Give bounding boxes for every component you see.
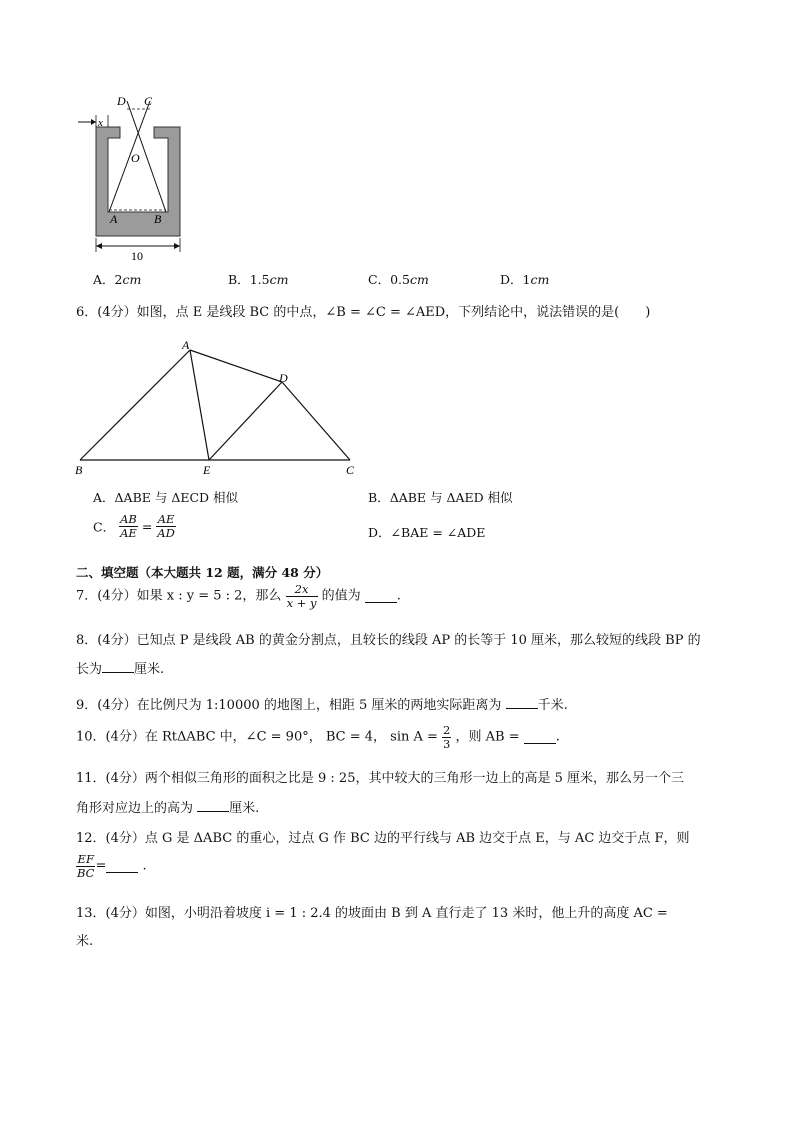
q5-option-d[interactable] <box>500 270 549 288</box>
period: . <box>555 729 560 745</box>
segment-ab <box>80 350 190 460</box>
label-c: C <box>346 463 355 477</box>
q6-figure <box>70 336 370 478</box>
equals-sign: = <box>141 519 153 534</box>
denominator: x + y <box>286 596 317 610</box>
q5-option-b[interactable] <box>228 270 288 288</box>
option-text: ∠BAE = ∠ADE <box>390 525 486 540</box>
answer-blank[interactable] <box>102 660 134 673</box>
fraction-ab-ae <box>119 513 138 540</box>
option-unit: cm <box>122 272 142 287</box>
equals-sign: = <box>95 858 107 874</box>
option-value: 1.5 <box>249 272 270 287</box>
q12-line1: 12．(4分）点 G 是 ΔABC 的重心，过点 G 作 BC 边的平行线与 AB 边交于点 E，与 AC 边交于点 F，则 <box>76 831 690 846</box>
label-o: O <box>131 151 140 165</box>
q10 <box>76 724 560 751</box>
numerator: 2x <box>286 583 318 597</box>
segment-ae <box>190 350 209 460</box>
label-a: A <box>110 212 118 226</box>
option-text: ΔABE 与 ΔAED 相似 <box>389 490 513 505</box>
option-unit: cm <box>269 272 289 287</box>
x-arrowhead <box>91 119 96 125</box>
dim-arrow-right <box>174 243 180 249</box>
fraction-2x-over-x-plus-y <box>286 583 318 610</box>
q7 <box>76 583 401 610</box>
q5-option-a[interactable] <box>93 270 141 288</box>
q8-text-end: 厘米. <box>134 662 165 677</box>
q13-line1: 13．(4分）如图，小明沿着坡度 i = 1 : 2.4 的坡面由 B 到 A 直行走了 13 米时，他上升的高度 AC = <box>76 906 668 921</box>
section-heading: 二、填空题（本大题共 12 题，满分 48 分） <box>76 565 329 580</box>
q11-line1: 11．(4分）两个相似三角形的面积之比是 9 : 25，其中较大的三角形一边上的高是 5 厘米，那么另一个三 <box>76 771 685 786</box>
q11-text-end: 厘米. <box>229 801 260 816</box>
label-b: B <box>154 212 162 226</box>
q11-text: 角形对应边上的高为 <box>76 801 194 816</box>
option-letter: A． <box>93 272 115 287</box>
segment-ad <box>190 350 282 382</box>
fraction-ef-over-bc <box>76 853 95 880</box>
answer-blank[interactable] <box>524 731 556 744</box>
period: . <box>142 858 147 874</box>
dim-arrow-left <box>96 243 102 249</box>
numerator: EF <box>77 852 94 866</box>
option-letter: A． <box>93 490 115 505</box>
q10-text-post: ，则 AB = <box>455 729 520 745</box>
segment-dc <box>282 382 350 460</box>
option-value: 1 <box>522 272 531 287</box>
q9-text: 9．(4分）在比例尺为 1:10000 的地图上，相距 5 厘米的两地实际距离为 <box>76 698 502 713</box>
answer-blank[interactable] <box>197 799 229 812</box>
q12-line2 <box>76 853 147 880</box>
q7-text-post: 的值为 <box>321 588 361 604</box>
q6-text: 6．(4分）如图，点 E 是线段 BC 的中点，∠B = ∠C = ∠AED，下列结论中，说法错误的是( ) <box>76 305 651 320</box>
option-value: 2 <box>114 272 123 287</box>
q9-text-end: 千米. <box>537 698 568 713</box>
u-frame <box>96 127 180 236</box>
label-d: D <box>117 94 126 108</box>
segment-ed <box>209 382 282 460</box>
option-letter: B． <box>368 490 390 505</box>
q13-line2: 米. <box>76 934 94 949</box>
option-letter: C． <box>368 272 391 287</box>
numerator: AE <box>157 512 175 526</box>
fraction-2-over-3 <box>442 724 451 751</box>
denominator: AE <box>120 526 137 540</box>
q7-text: 7．(4分）如果 x : y = 5 : 2，那么 <box>76 588 282 604</box>
option-unit: cm <box>530 272 550 287</box>
option-letter: B． <box>228 272 250 287</box>
q8-line2 <box>76 660 164 678</box>
period: . <box>396 588 401 604</box>
q6-option-c[interactable] <box>93 513 176 540</box>
answer-blank[interactable] <box>506 696 538 709</box>
option-unit: cm <box>409 272 429 287</box>
q6-option-d[interactable] <box>368 523 485 541</box>
label-d: D <box>279 371 288 385</box>
label-c: C <box>144 94 153 108</box>
q11-line2 <box>76 799 259 817</box>
q6-option-b[interactable] <box>368 488 513 506</box>
denominator: 3 <box>443 737 451 751</box>
denominator: BC <box>77 866 95 880</box>
q10-text: 10．(4分）在 RtΔABC 中，∠C = 90°， BC = 4， sin A = <box>76 729 438 745</box>
option-letter: D． <box>500 272 523 287</box>
q5-option-c[interactable] <box>368 270 429 288</box>
label-x: x <box>98 117 103 129</box>
label-e: E <box>203 463 211 477</box>
option-text: ΔABE 与 ΔECD 相似 <box>114 490 239 505</box>
q9 <box>76 696 568 714</box>
q6-option-a[interactable] <box>93 488 238 506</box>
label-b: B <box>75 463 83 477</box>
q5-figure <box>70 92 195 264</box>
numerator: 2 <box>443 723 451 737</box>
fraction-ae-ad <box>156 513 176 540</box>
answer-blank[interactable] <box>106 860 138 873</box>
option-value: 0.5 <box>390 272 410 287</box>
option-letter: D． <box>368 525 391 540</box>
denominator: AD <box>157 526 175 540</box>
label-10: 10 <box>131 249 143 263</box>
label-a: A <box>182 338 190 352</box>
line-ac <box>109 101 150 212</box>
answer-blank[interactable] <box>365 590 397 603</box>
option-letter: C． <box>93 519 116 535</box>
numerator: AB <box>120 512 137 526</box>
q8-line1: 8．(4分）已知点 P 是线段 AB 的黄金分割点，且较长的线段 AP 的长等于 10 厘米，那么较短的线段 BP 的 <box>76 633 701 648</box>
q8-text: 长为 <box>76 662 103 677</box>
